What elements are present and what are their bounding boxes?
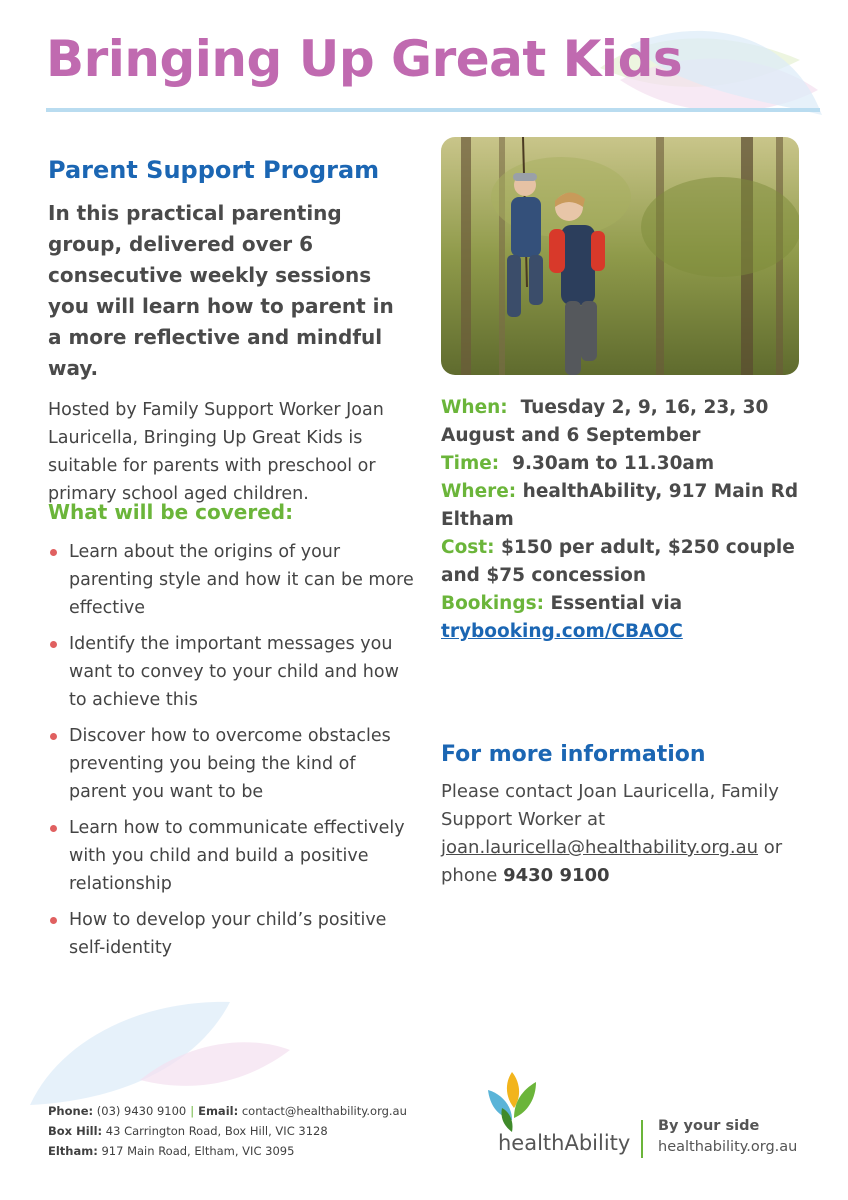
time-row bbox=[441, 450, 801, 478]
time-label: Time: bbox=[441, 453, 500, 474]
info-text: Please contact Joan Lauricella, Family Support Worker at bbox=[441, 781, 779, 830]
where-label: Where: bbox=[441, 481, 517, 502]
page-title: Bringing Up Great Kids bbox=[46, 30, 683, 88]
when-label: When: bbox=[441, 397, 508, 418]
bullet-dot-icon bbox=[50, 549, 57, 556]
footer-phone: (03) 9430 9100 bbox=[96, 1104, 187, 1118]
footer-boxhill-address: 43 Carrington Road, Box Hill, VIC 3128 bbox=[105, 1124, 328, 1138]
list-item bbox=[48, 906, 418, 962]
when-row bbox=[441, 394, 801, 450]
title-divider bbox=[46, 108, 820, 112]
footer-eltham-address: 917 Main Road, Eltham, VIC 3095 bbox=[101, 1144, 295, 1158]
info-or-phone-text: or phone bbox=[441, 837, 783, 886]
where-row bbox=[441, 478, 801, 534]
list-item bbox=[48, 814, 418, 898]
website-url[interactable]: healthability.org.au bbox=[658, 1139, 798, 1155]
intro-paragraph: In this practical parenting group, delivered over 6 consecutive weekly sessions you will learn how to parent in a more reflective and mindful way. bbox=[48, 201, 394, 380]
info-heading: For more information bbox=[441, 742, 706, 767]
section-subtitle: Parent Support Program bbox=[48, 156, 380, 184]
footer-eltham-label: Eltham: bbox=[48, 1144, 98, 1158]
list-item bbox=[48, 722, 418, 806]
program-photo bbox=[441, 137, 799, 375]
footer-email[interactable]: contact@healthability.org.au bbox=[241, 1104, 407, 1118]
footer-email-label: Email: bbox=[198, 1104, 239, 1118]
logo-divider bbox=[641, 1120, 643, 1158]
list-item bbox=[48, 538, 418, 622]
cost-value: $150 per adult, $250 couple and $75 concession bbox=[441, 537, 795, 586]
footer-boxhill-row bbox=[48, 1121, 407, 1141]
booking-link[interactable]: trybooking.com/CBAOC bbox=[441, 621, 683, 642]
healthability-leaf-logo-icon bbox=[484, 1068, 542, 1136]
list-item-text: How to develop your child’s positive self-identity bbox=[69, 910, 387, 958]
footer-separator: | bbox=[190, 1104, 195, 1118]
email-link[interactable]: joan.lauricella@healthability.org.au bbox=[441, 837, 759, 858]
cost-label: Cost: bbox=[441, 537, 495, 558]
list-item-text: Discover how to overcome obstacles preventing you being the kind of parent you want to be bbox=[69, 726, 391, 802]
bullet-dot-icon bbox=[50, 917, 57, 924]
footer-eltham-row bbox=[48, 1141, 407, 1161]
when-value: Tuesday 2, 9, 16, 23, 30 August and 6 September bbox=[441, 397, 769, 446]
list-item-text: Learn about the origins of your parenting style and how it can be more effective bbox=[69, 542, 414, 618]
time-value: 9.30am to 11.30am bbox=[512, 453, 715, 474]
list-item-text: Learn how to communicate effectively with you child and build a positive relationship bbox=[69, 818, 405, 894]
tagline: By your side bbox=[658, 1118, 760, 1134]
phone-number: 9430 9100 bbox=[503, 865, 610, 886]
hosted-paragraph: Hosted by Family Support Worker Joan Lauricella, Bringing Up Great Kids is suitable for parents with preschool or primary school aged children. bbox=[48, 400, 384, 504]
footer-boxhill-label: Box Hill: bbox=[48, 1124, 103, 1138]
decorative-leaves-bottom bbox=[20, 1000, 320, 1110]
footer-phone-row bbox=[48, 1101, 407, 1121]
footer-phone-label: Phone: bbox=[48, 1104, 94, 1118]
covered-list bbox=[48, 538, 418, 970]
list-item-text: Identify the important messages you want to convey to your child and how to achieve this bbox=[69, 634, 399, 710]
logo-wordmark: healthAbility bbox=[498, 1131, 631, 1155]
bookings-row bbox=[441, 590, 801, 618]
footer-contact bbox=[48, 1101, 407, 1161]
cost-row bbox=[441, 534, 801, 590]
list-item bbox=[48, 630, 418, 714]
covered-heading: What will be covered: bbox=[48, 500, 294, 524]
bullet-dot-icon bbox=[50, 825, 57, 832]
bookings-label: Bookings: bbox=[441, 593, 544, 614]
info-paragraph bbox=[441, 778, 811, 890]
bookings-value: Essential via bbox=[550, 593, 683, 614]
event-details bbox=[441, 394, 801, 646]
bullet-dot-icon bbox=[50, 733, 57, 740]
bullet-dot-icon bbox=[50, 641, 57, 648]
where-value: healthAbility, 917 Main Rd Eltham bbox=[441, 481, 799, 530]
